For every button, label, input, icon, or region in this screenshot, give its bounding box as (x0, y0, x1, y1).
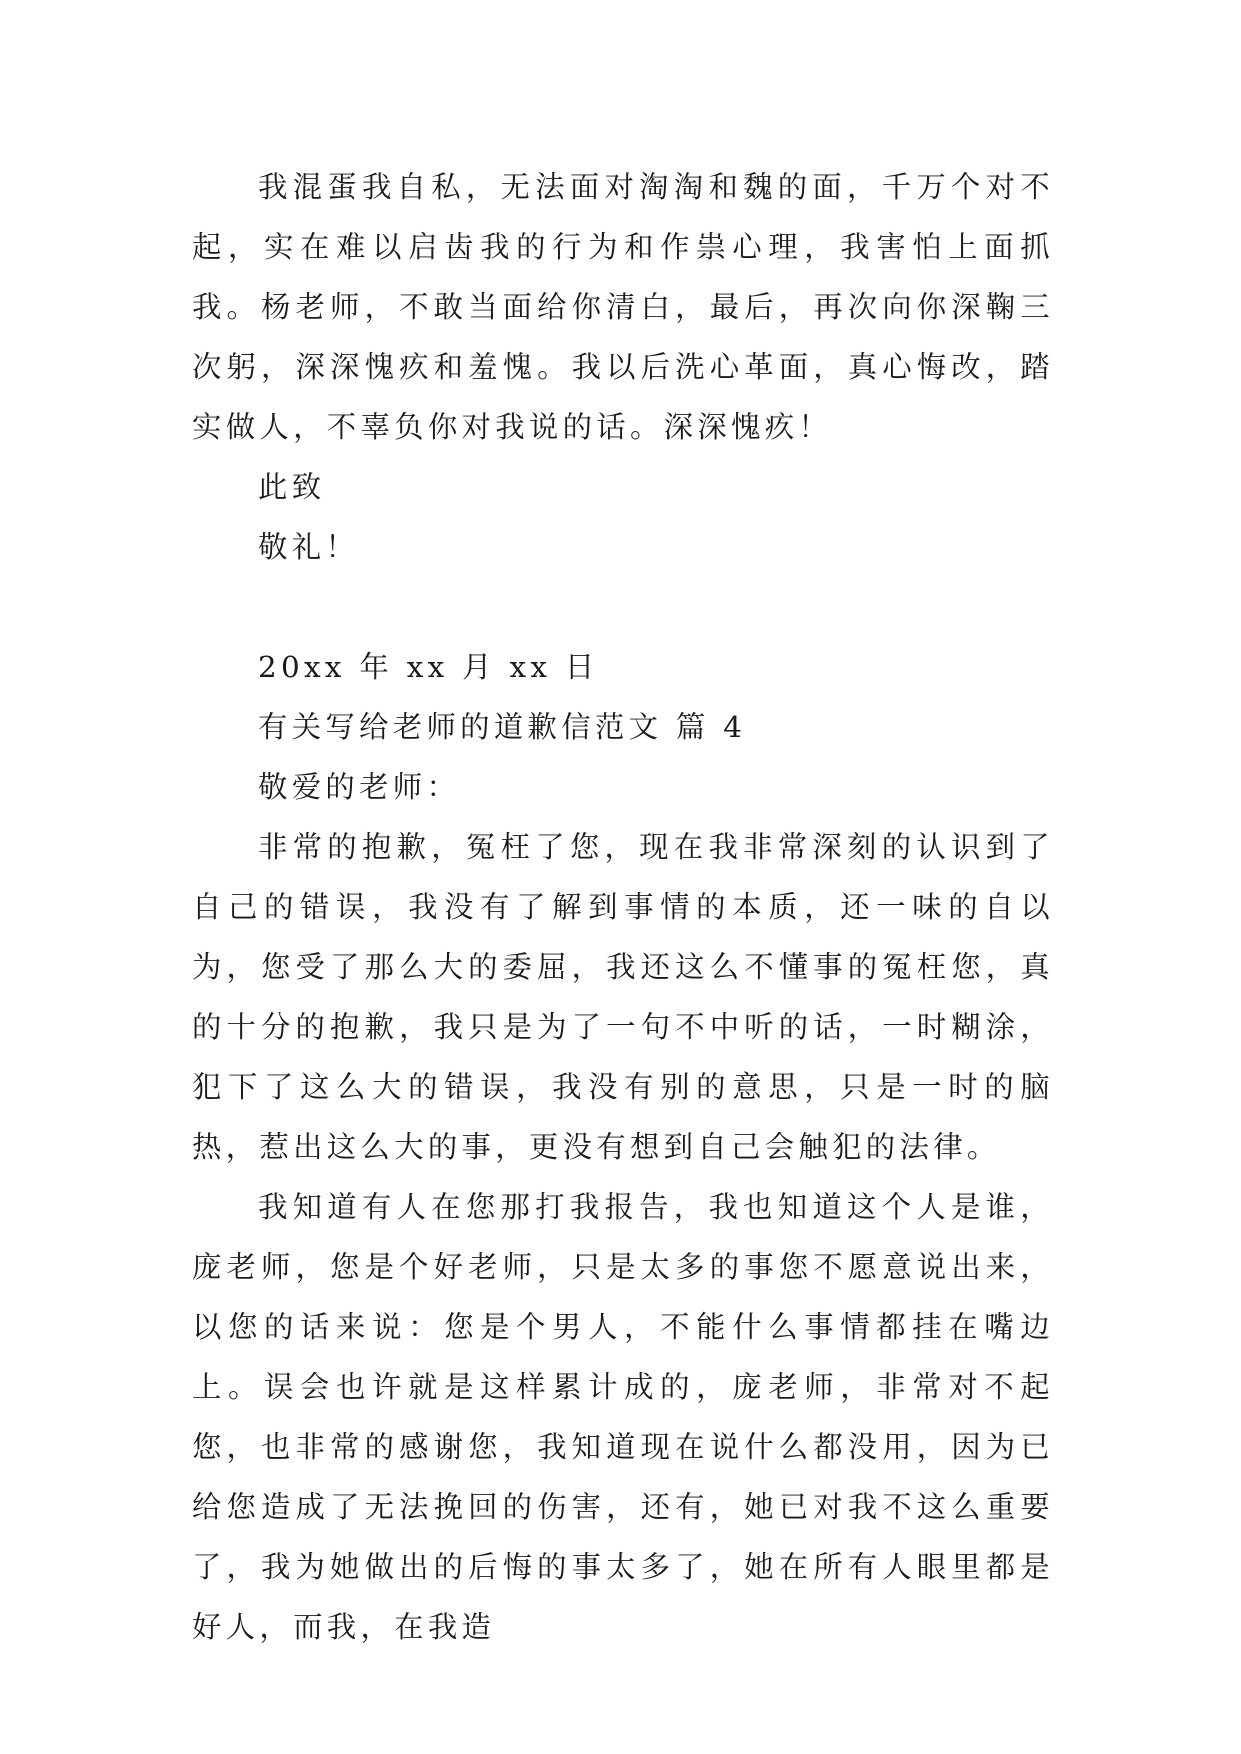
document-body (192, 157, 1054, 1657)
letter-date: 20xx 年 xx 月 xx 日 (258, 650, 599, 684)
closing-jing-li: 敬礼！ (258, 530, 360, 564)
closing-ci-zhi: 此致 (258, 470, 326, 504)
blank-line (192, 577, 1054, 637)
paragraph-apology-part2: 非常的抱歉，冤枉了您，现在我非常深刻的认识到了自己的错误，我没有了解到事情的本质，还一味的自以为，您受了那么大的委屈，我还这么不懂事的冤枉您，真的十分的抱歉，我只是为了一句不中听的话，一时糊涂，犯下了这么大的错误，我没有别的意思，只是一时的脑热，惹出这么大的事，更没有想到自己会触犯的法律。 (192, 830, 1054, 1164)
salutation: 敬爱的老师： (258, 770, 461, 804)
section-title: 有关写给老师的道歉信范文 篇 4 (258, 710, 747, 744)
paragraph-apology-part3: 我知道有人在您那打我报告，我也知道这个人是谁，庞老师，您是个好老师，只是太多的事您不愿意说出来，以您的话来说：您是个男人，不能什么事情都挂在嘴边上。误会也许就是这样累计成的，庞老师，非常对不起您，也非常的感谢您，我知道现在说什么都没用，因为已给您造成了无法挽回的伤害，还有，她已对我不这么重要了，我为她做出的后悔的事太多了，她在所有人眼里都是好人，而我，在我造 (192, 1190, 1054, 1644)
paragraph-apology-part1: 我混蛋我自私，无法面对淘淘和魏的面，千万个对不起，实在难以启齿我的行为和作祟心理，我害怕上面抓我。杨老师，不敢当面给你清白，最后，再次向你深鞠三次躬，深深愧疚和羞愧。我以后洗心革面，真心悔改，踏实做人，不辜负你对我说的话。深深愧疚！ (192, 170, 1054, 444)
